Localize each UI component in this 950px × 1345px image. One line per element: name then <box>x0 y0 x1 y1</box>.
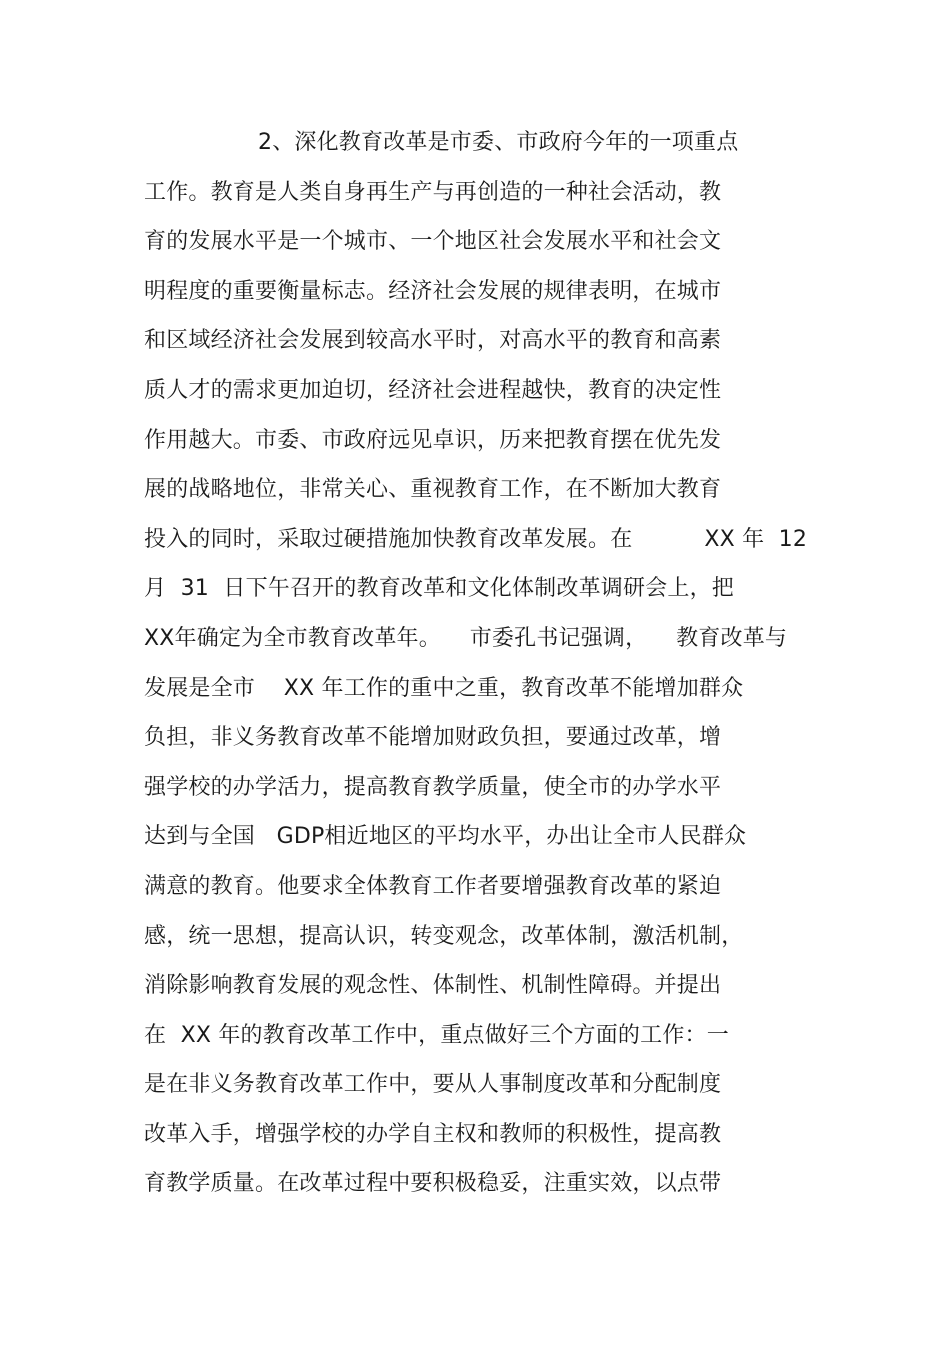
paragraph-line: 改革入手，增强学校的办学自主权和教师的积极性，提高教 <box>144 1121 722 1147</box>
paragraph-line: 展的战略地位，非常关心、重视教育工作，在不断加大教育 <box>144 477 722 503</box>
paragraph-line: 和区域经济社会发展到较高水平时，对高水平的教育和高素 <box>144 328 722 354</box>
paragraph-line: 满意的教育。他要求全体教育工作者要增强教育改革的紧迫 <box>144 873 722 899</box>
paragraph-line: 达到与全国 GDP相近地区的平均水平，办出让全市人民群众 <box>144 824 747 850</box>
paragraph-line: 消除影响教育发展的观念性、体制性、机制性障碍。并提出 <box>144 973 722 999</box>
paragraph-line: 发展是全市 XX 年工作的重中之重，教育改革不能增加群众 <box>144 675 744 701</box>
paragraph-line: 感，统一思想，提高认识，转变观念，改革体制，激活机制， <box>144 923 744 949</box>
paragraph-line: 负担，非义务教育改革不能增加财政负担，要通过改革，增 <box>144 725 722 751</box>
paragraph-line: 工作。教育是人类自身再生产与再创造的一种社会活动，教 <box>144 179 722 205</box>
paragraph-line: 作用越大。市委、市政府远见卓识，历来把教育摆在优先发 <box>144 427 722 453</box>
paragraph-line: 强学校的办学活力，提高教育教学质量，使全市的办学水平 <box>144 774 722 800</box>
paragraph-line: 在 XX 年的教育改革工作中，重点做好三个方面的工作：一 <box>144 1022 729 1048</box>
paragraph-line: 质人才的需求更加迫切，经济社会进程越快，教育的决定性 <box>144 377 722 403</box>
paragraph-line: 育的发展水平是一个城市、一个地区社会发展水平和社会文 <box>144 229 722 255</box>
paragraph-line: 是在非义务教育改革工作中，要从人事制度改革和分配制度 <box>144 1072 722 1098</box>
paragraph-line: 明程度的重要衡量标志。经济社会发展的规律表明，在城市 <box>144 278 722 304</box>
paragraph-line: 2、深化教育改革是市委、市政府今年的一项重点 <box>258 130 739 155</box>
paragraph-line: 投入的同时，采取过硬措施加快教育改革发展。在 XX 年 12 <box>144 526 808 552</box>
paragraph-line: XX年确定为全市教育改革年。 市委孔书记强调， 教育改革与 <box>144 625 788 651</box>
paragraph-line: 育教学质量。在改革过程中要积极稳妥，注重实效，以点带 <box>144 1171 722 1197</box>
paragraph-line: 月 31 日下午召开的教育改革和文化体制改革调研会上，把 <box>144 576 734 602</box>
body-paragraph <box>144 118 824 1209</box>
